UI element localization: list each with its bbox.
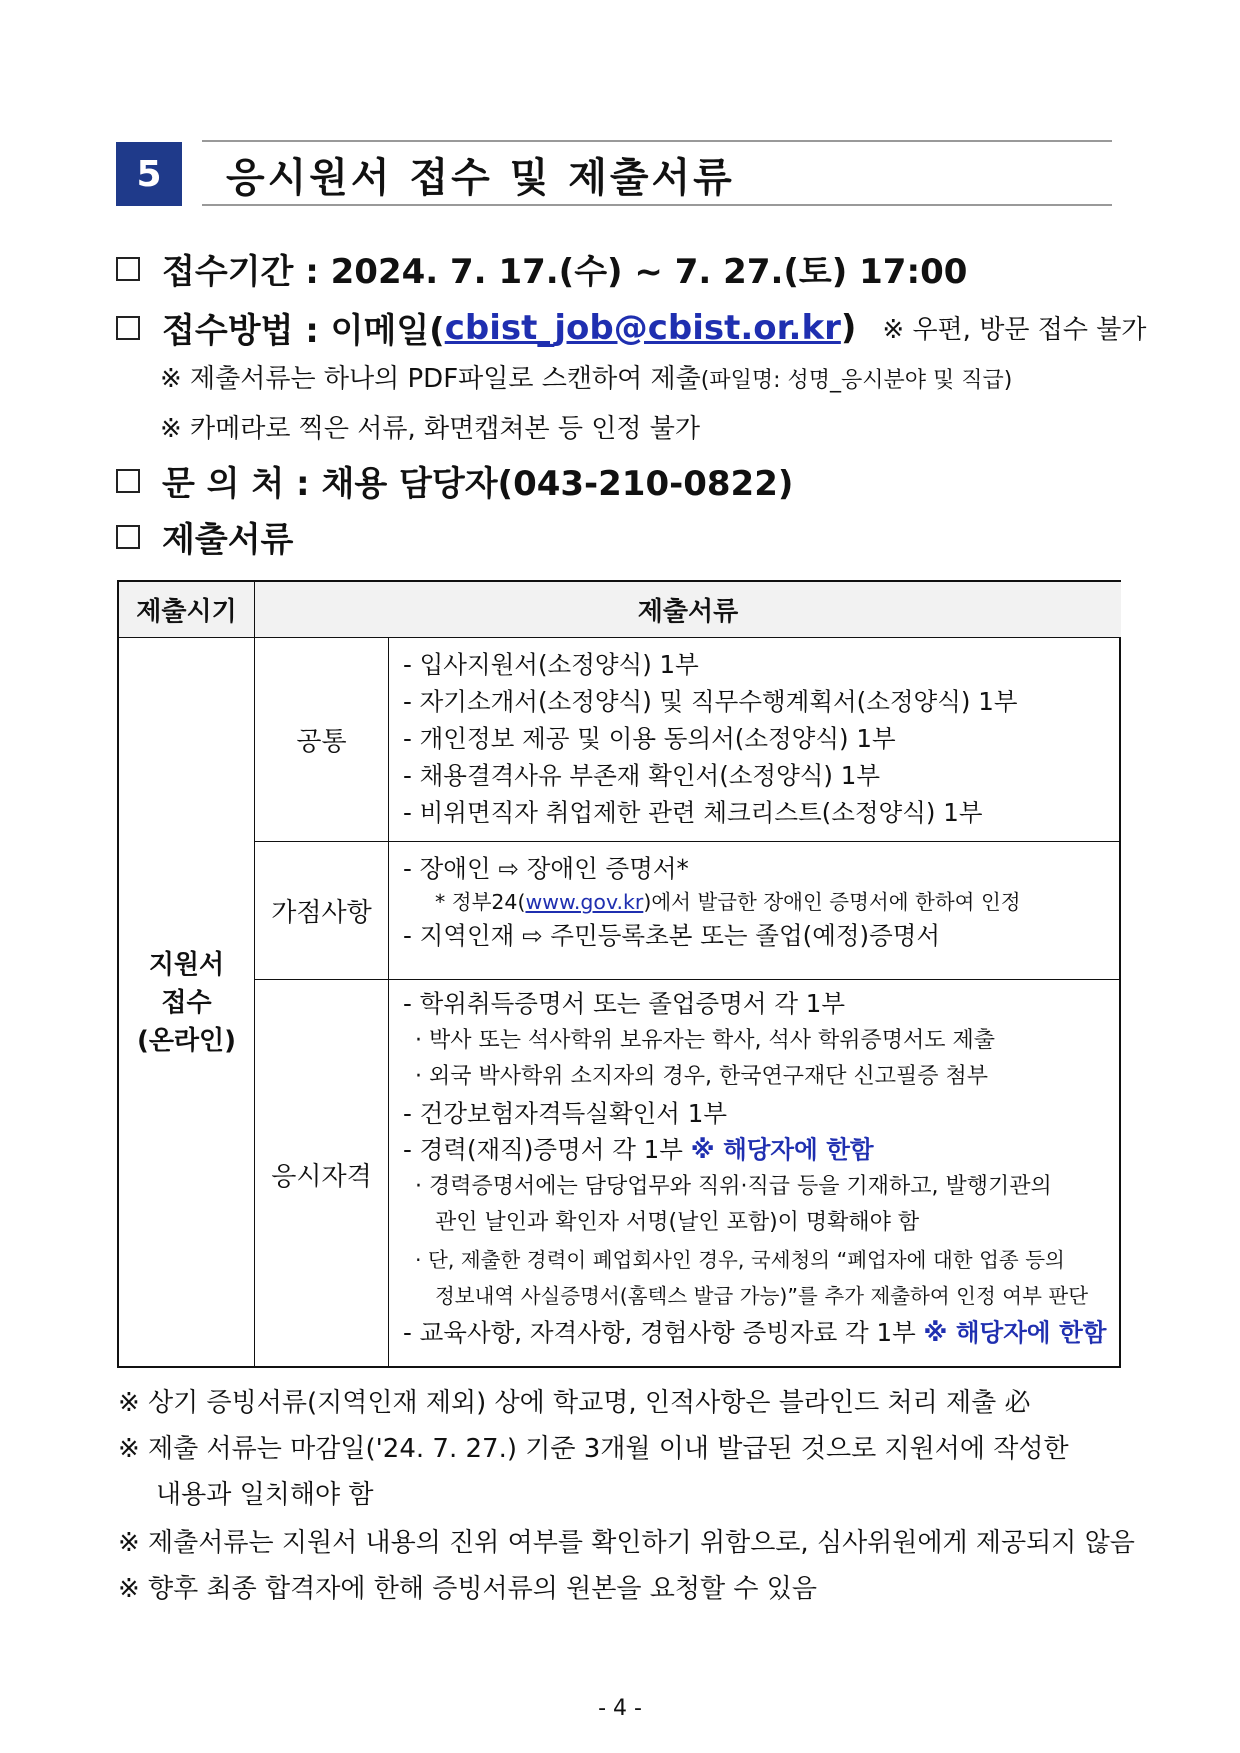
footer-note-original: ※ 향후 최종 합격자에 한해 증빙서류의 원본을 요청할 수 있음 bbox=[118, 1574, 817, 1604]
note-pdf-filename: (파일명: 성명_응시분야 및 직급) bbox=[700, 368, 1013, 393]
list-item: - 개인정보 제공 및 이용 동의서(소정양식) 1부 bbox=[403, 724, 896, 753]
note-pdf bbox=[160, 358, 1012, 395]
bonus-note: * 정부24(www.gov.kr)에서 발급한 장애인 증명서에 한하여 인정 bbox=[435, 890, 1021, 914]
email-link[interactable]: cbist_job@cbist.or.kr bbox=[444, 307, 841, 348]
header-time: 제출시기 bbox=[119, 582, 255, 638]
method-line bbox=[116, 303, 1146, 352]
section-title: 응시원서 접수 및 제출서류 bbox=[226, 155, 735, 201]
list-item: - 학위취득증명서 또는 졸업증명서 각 1부 bbox=[403, 989, 846, 1018]
submission-time bbox=[119, 638, 255, 1368]
list-subitem: · 박사 또는 석사학위 보유자는 학사, 석사 학위증명서도 제출 bbox=[415, 1027, 995, 1053]
time-line-3: (온라인) bbox=[136, 1026, 237, 1056]
list-item: - 자기소개서(소정양식) 및 직무수행계획서(소정양식) 1부 bbox=[403, 687, 1018, 716]
list-item: - 경력(재직)증명서 각 1부 ※ 해당자에 한함 bbox=[403, 1135, 874, 1164]
list-item: - 건강보험자격득실확인서 1부 bbox=[403, 1098, 728, 1128]
time-line-2: 접수 bbox=[161, 988, 212, 1018]
checkbox-icon bbox=[116, 316, 140, 340]
time-line-1: 지원서 bbox=[148, 950, 225, 980]
note-pdf-main: ※ 제출서류는 하나의 PDF파일로 스캔하여 제출 bbox=[160, 364, 701, 394]
header-docs: 제출서류 bbox=[255, 582, 1121, 638]
checkbox-icon bbox=[116, 469, 140, 493]
documents-table bbox=[117, 580, 1121, 1368]
contact-line bbox=[116, 456, 793, 505]
section-number: 5 bbox=[116, 142, 182, 206]
period-text: 접수기간 : 2024. 7. 17.(수) ~ 7. 27.(토) 17:00 bbox=[162, 252, 968, 292]
list-item: - 채용결격사유 부존재 확인서(소정양식) 1부 bbox=[403, 761, 881, 790]
header-rule-bottom bbox=[202, 204, 1112, 206]
checkbox-icon bbox=[116, 257, 140, 281]
note-camera: ※ 카메라로 찍은 서류, 화면캡쳐본 등 인정 불가 bbox=[160, 414, 700, 444]
footer-note-verification: ※ 제출서류는 지원서 내용의 진위 여부를 확인하기 위함으로, 심사위원에게 제공되지 않음 bbox=[118, 1528, 1135, 1558]
category-bonus: 가점사항 bbox=[255, 842, 389, 980]
docs-text: 제출서류 bbox=[162, 520, 294, 560]
contact-text: 문 의 처 : 채용 담당자(043-210-0822) bbox=[162, 464, 794, 504]
docs-line bbox=[116, 512, 293, 561]
list-subitem: 정보내역 사실증명서(홈텍스 발급 가능)”를 추가 제출하여 인정 여부 판단 bbox=[435, 1284, 1089, 1308]
page-number: - 4 - bbox=[598, 1696, 642, 1721]
category-qualification: 응시자격 bbox=[255, 980, 389, 1368]
list-item: - 교육사항, 자격사항, 경험사항 증빙자료 각 1부 ※ 해당자에 한함 bbox=[403, 1317, 1107, 1347]
qualification-docs bbox=[389, 980, 1121, 1368]
footer-note-blind: ※ 상기 증빙서류(지역인재 제외) 상에 학교명, 인적사항은 블라인드 처리 제출 必 bbox=[118, 1388, 1031, 1418]
list-item: - 입사지원서(소정양식) 1부 bbox=[403, 650, 699, 679]
list-item: - 지역인재 ⇨ 주민등록초본 또는 졸업(예정)증명서 bbox=[403, 921, 941, 950]
list-item: - 비위면직자 취업제한 관련 체크리스트(소정양식) 1부 bbox=[403, 798, 983, 827]
method-prefix: 접수방법 : 이메일( bbox=[162, 311, 445, 351]
applicable-only-badge: ※ 해당자에 한함 bbox=[690, 1135, 874, 1164]
list-item: - 장애인 ⇨ 장애인 증명서* bbox=[403, 854, 689, 883]
list-subitem: · 경력증명서에는 담당업무와 직위·직급 등을 기재하고, 발행기관의 bbox=[415, 1173, 1052, 1199]
list-subitem: 관인 날인과 확인자 서명(날인 포함)이 명확해야 함 bbox=[435, 1210, 920, 1235]
footer-note-deadline: ※ 제출 서류는 마감일('24. 7. 27.) 기준 3개월 이내 발급된 것으로 지원서에 작성한 bbox=[118, 1434, 1069, 1464]
common-docs bbox=[389, 638, 1121, 842]
list-subitem: · 외국 박사학위 소지자의 경우, 한국연구재단 신고필증 첨부 bbox=[415, 1064, 988, 1089]
method-suffix: ) bbox=[840, 307, 857, 348]
footer-note-deadline-cont: 내용과 일치해야 함 bbox=[156, 1480, 374, 1510]
category-common: 공통 bbox=[255, 638, 389, 842]
bonus-docs bbox=[389, 842, 1121, 980]
list-subitem: · 단, 제출한 경력이 폐업회사인 경우, 국세청의 “폐업자에 대한 업종 등의 bbox=[415, 1247, 1065, 1272]
checkbox-icon bbox=[116, 525, 140, 549]
method-note: ※ 우편, 방문 접수 불가 bbox=[882, 315, 1147, 345]
applicable-only-badge: ※ 해당자에 한함 bbox=[923, 1317, 1107, 1347]
period-line bbox=[116, 244, 967, 293]
header-rule-top bbox=[202, 140, 1112, 142]
gov-link[interactable]: www.gov.kr bbox=[525, 890, 644, 914]
